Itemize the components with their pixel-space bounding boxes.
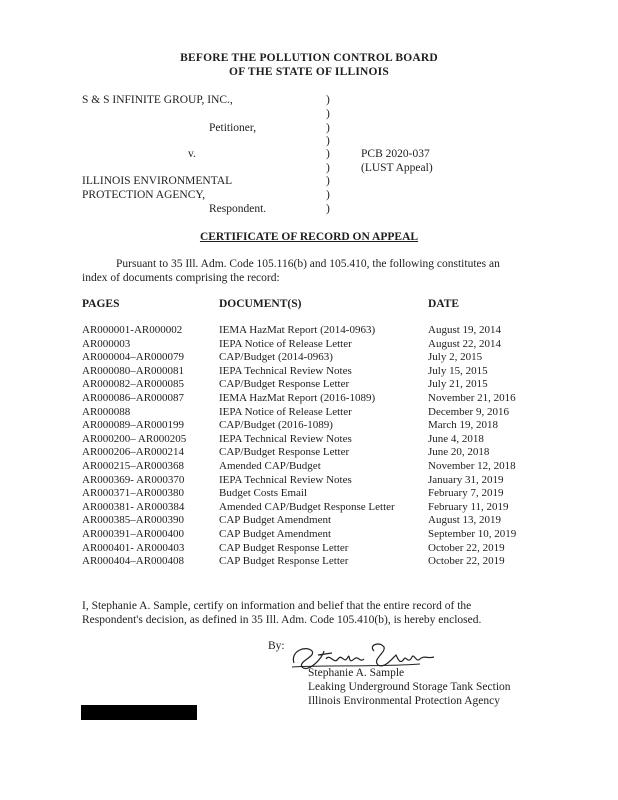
cell-pages: AR000001-AR000002 xyxy=(82,324,183,336)
cell-document: Budget Costs Email xyxy=(219,487,307,500)
case-number: PCB 2020-037 xyxy=(361,148,430,160)
board-title: BEFORE THE POLLUTION CONTROL BOARD xyxy=(180,52,438,64)
cell-date: July 21, 2015 xyxy=(428,378,488,391)
table-row xyxy=(82,542,542,556)
case-type: (LUST Appeal) xyxy=(361,162,433,174)
table-row xyxy=(82,528,542,542)
petitioner-name: S & S INFINITE GROUP, INC., xyxy=(82,94,233,106)
cell-document: CAP Budget Response Letter xyxy=(219,555,349,568)
cell-pages: AR000082–AR000085 xyxy=(82,378,185,391)
cell-date: August 19, 2014 xyxy=(428,324,502,336)
cell-pages: AR000206–AR000214 xyxy=(82,446,185,459)
cell-pages: AR000404–AR000408 xyxy=(82,555,185,568)
cell-date: January 31, 2019 xyxy=(428,473,504,486)
cell-date: November 21, 2016 xyxy=(428,392,516,404)
cell-document: IEPA Technical Review Notes xyxy=(219,473,352,486)
column-header-date: DATE xyxy=(428,298,460,310)
cell-document: CAP/Budget Response Letter xyxy=(219,378,350,391)
cell-document: IEPA Technical Review Notes xyxy=(219,432,352,445)
cell-document: IEMA HazMat Report (2016-1089) xyxy=(219,392,376,404)
cell-document: IEPA Notice of Release Letter xyxy=(219,337,352,350)
cell-document: CAP Budget Amendment xyxy=(219,514,332,527)
certification-line-1: I, Stephanie A. Sample, certify on information and belief that the entire record of the xyxy=(82,600,472,612)
cell-pages: AR000086–AR000087 xyxy=(82,392,185,404)
column-header-pages: PAGES xyxy=(82,298,120,310)
certification-line-2: Respondent's decision, as defined in 35 Ill. Adm. Code 105.410(b), is hereby enclosed. xyxy=(82,614,482,626)
intro-line-1: Pursuant to 35 Ill. Adm. Code 105.116(b) and 105.410, the following constitutes an xyxy=(116,258,500,270)
cell-date: August 22, 2014 xyxy=(428,337,502,350)
petitioner-role: Petitioner, xyxy=(209,122,257,134)
signer-agency: Illinois Environmental Protection Agency xyxy=(308,695,500,707)
caption-paren: ) xyxy=(326,122,330,134)
table-row xyxy=(82,474,542,488)
cell-date: February 11, 2019 xyxy=(428,500,509,513)
respondent-name-line2: PROTECTION AGENCY, xyxy=(82,189,206,201)
cell-pages: AR000088 xyxy=(82,405,131,418)
by-label: By: xyxy=(268,640,285,652)
caption-paren: ) xyxy=(326,148,330,160)
table-row xyxy=(82,555,542,569)
caption-paren: ) xyxy=(326,175,330,187)
caption-paren: ) xyxy=(326,94,330,106)
cell-date: November 12, 2018 xyxy=(428,460,516,472)
table-row xyxy=(82,365,542,379)
cell-date: June 20, 2018 xyxy=(428,446,490,459)
table-row xyxy=(82,378,542,392)
caption-paren: ) xyxy=(326,189,330,201)
caption-paren: ) xyxy=(326,203,330,215)
cell-pages: AR000369- AR000370 xyxy=(82,473,185,486)
certificate-title: CERTIFICATE OF RECORD ON APPEAL xyxy=(199,231,419,243)
table-row xyxy=(82,501,542,515)
cell-date: September 10, 2019 xyxy=(428,528,517,540)
cell-pages: AR000371–AR000380 xyxy=(82,487,185,500)
signer-name: Stephanie A. Sample xyxy=(308,667,405,679)
cell-pages: AR000089–AR000199 xyxy=(82,419,185,432)
cell-pages: AR000080–AR000081 xyxy=(82,364,185,377)
cell-document: IEPA Notice of Release Letter xyxy=(219,405,352,418)
table-row xyxy=(82,487,542,501)
table-row xyxy=(82,324,542,338)
cell-document: IEPA Technical Review Notes xyxy=(219,364,352,377)
table-row xyxy=(82,392,542,406)
caption-paren: ) xyxy=(326,108,330,120)
cell-date: March 19, 2018 xyxy=(428,419,498,432)
cell-document: Amended CAP/Budget xyxy=(219,460,321,472)
cell-document: CAP/Budget Response Letter xyxy=(219,446,350,459)
cell-date: July 15, 2015 xyxy=(428,364,488,377)
table-row xyxy=(82,514,542,528)
cell-pages: AR000401- AR000403 xyxy=(82,541,185,554)
cell-pages: AR000200– AR000205 xyxy=(82,432,187,445)
cell-pages: AR000381- AR000384 xyxy=(82,500,185,513)
table-row xyxy=(82,460,542,474)
cell-pages: AR000003 xyxy=(82,337,131,350)
cell-document: CAP/Budget (2014-0963) xyxy=(219,351,333,364)
cell-date: August 13, 2019 xyxy=(428,514,502,527)
versus: v. xyxy=(188,148,196,160)
caption-paren: ) xyxy=(326,162,330,174)
cell-pages: AR000215–AR000368 xyxy=(82,460,185,472)
caption-paren: ) xyxy=(326,135,330,147)
cell-pages: AR000004–AR000079 xyxy=(82,351,185,364)
cell-date: October 22, 2019 xyxy=(428,541,505,554)
cell-document: CAP Budget Amendment xyxy=(219,528,332,540)
table-row xyxy=(82,446,542,460)
cell-pages: AR000385–AR000390 xyxy=(82,514,185,527)
intro-line-2: index of documents comprising the record: xyxy=(82,272,280,284)
cell-date: July 2, 2015 xyxy=(428,351,483,364)
redaction-bar xyxy=(81,705,197,720)
cell-date: October 22, 2019 xyxy=(428,555,505,568)
cell-document: CAP Budget Response Letter xyxy=(219,541,349,554)
column-header-document: DOCUMENT(S) xyxy=(219,298,302,310)
cell-date: June 4, 2018 xyxy=(428,432,484,445)
signer-section: Leaking Underground Storage Tank Section xyxy=(308,681,511,693)
table-row xyxy=(82,406,542,420)
respondent-role: Respondent. xyxy=(209,203,267,215)
cell-document: CAP/Budget (2016-1089) xyxy=(219,419,333,432)
cell-date: December 9, 2016 xyxy=(428,405,509,418)
table-row xyxy=(82,338,542,352)
cell-document: IEMA HazMat Report (2014-0963) xyxy=(219,324,376,336)
table-row xyxy=(82,433,542,447)
cell-document: Amended CAP/Budget Response Letter xyxy=(219,500,395,513)
table-row xyxy=(82,419,542,433)
cell-date: February 7, 2019 xyxy=(428,487,504,500)
table-row xyxy=(82,351,542,365)
respondent-name-line1: ILLINOIS ENVIRONMENTAL xyxy=(82,175,233,187)
cell-pages: AR000391–AR000400 xyxy=(82,528,185,540)
state-title: OF THE STATE OF ILLINOIS xyxy=(229,66,389,78)
